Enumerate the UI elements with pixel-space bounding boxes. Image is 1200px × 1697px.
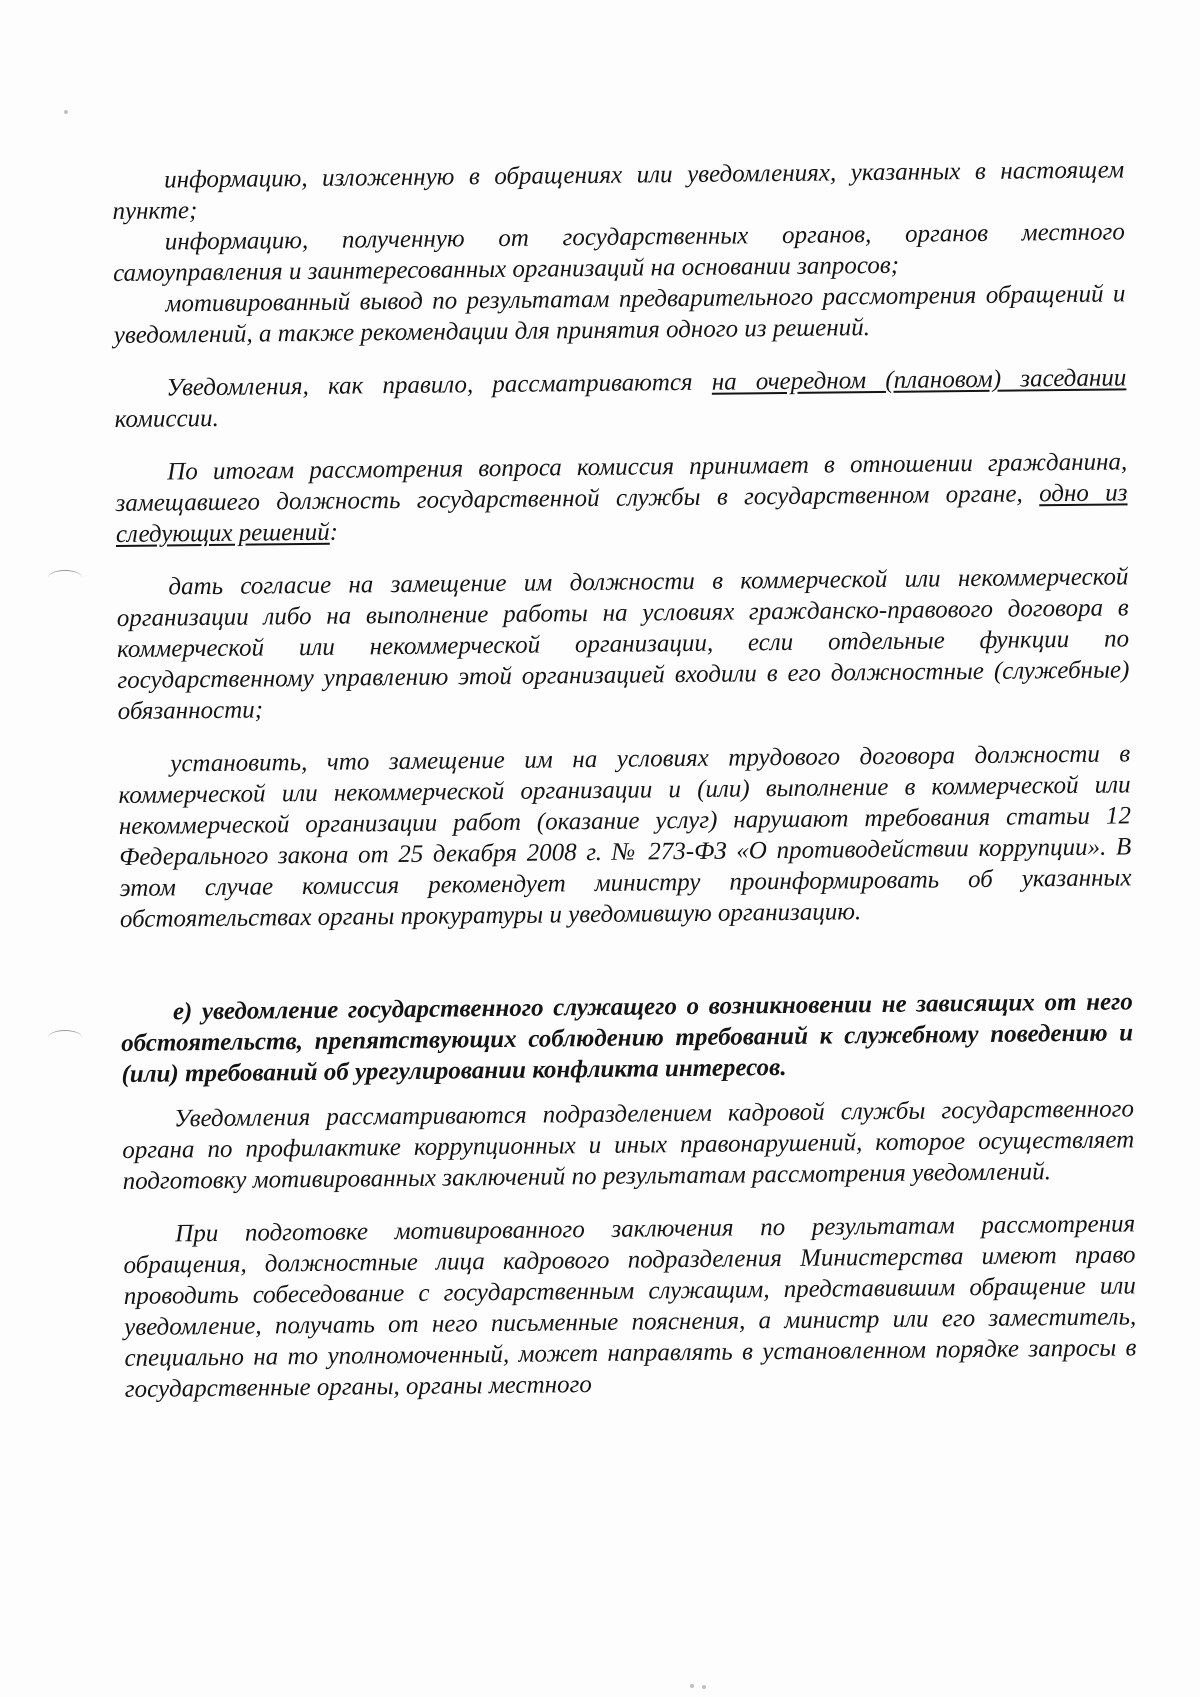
paragraph-decision-violation: установить, что замещение им на условиях трудового договора должности в коммерческой или некоммерческой организации и (или) выполнение в коммерческой или некоммерческой организации работ (оказание услуг) нарушают требования статьи 12 Федерального закона от 25 декабря 2008 г. № 273-ФЗ «О противодействии коррупции». В этом случае комиссия рекомендует министру проинформировать об указанных обстоятельствах органы прокуратуры и уведомившую организацию. bbox=[118, 740, 1132, 933]
paragraph-motivated-conclusion: мотивированный вывод по результатам предварительного рассмотрения обращений и уведомлений, а также рекомендации для принятия одного из решений. bbox=[113, 280, 1126, 349]
paragraph-conclusion-preparation: При подготовке мотивированного заключения по результатам рассмотрения обращения, должностные лица кадрового подразделения Министерства имеют право проводить собеседование с государственным служащим, представившим обращение или уведомление, получать от него письменные пояснения, а министр или его заместитель, специально на то уполномоченный, может направлять в установленном порядке запросы в государственные органы, органы местного bbox=[123, 1210, 1137, 1403]
paragraph-decision-consent: дать согласие на замещение им должности в коммерческой или некоммерческой организации либо на выполнение работы на условиях гражданско-правового договора в коммерческой или некоммерческой организации, если отдельные функции по государственному управлению этой организацией входили в его должностные (служебные) обязанности; bbox=[116, 563, 1130, 725]
scan-punch-mark bbox=[48, 570, 82, 585]
scan-punch-mark bbox=[48, 1030, 82, 1045]
paragraph-notifications-hr: Уведомления рассматриваются подразделением кадровой службы государственного органа по профилактике коррупционных и иных правонарушений, которое осуществляет подготовку мотивированных заключений по результатам рассмотрения уведомлений. bbox=[122, 1095, 1135, 1195]
paragraph-info-agencies: информацию, полученную от государственных органов, органов местного самоуправления и заинтересованных организаций на основании запросов; bbox=[112, 218, 1125, 287]
paragraph-text: По итогам рассмотрения вопроса комиссия принимает в отношении гражданина, замещавшего должность государственной службы в государственном органе, bbox=[115, 448, 1128, 517]
section-heading-e: е) уведомление государственного служащего о возникновении не зависящих от него обстоятельств, препятствующих соблюдению требований к служебному поведению и (или) требований об урегулировании конфликта интересов. bbox=[121, 988, 1134, 1088]
scan-speck bbox=[690, 1684, 694, 1688]
paragraph-info-appeals: информацию, изложенную в обращениях или уведомлениях, указанных в настоящем пункте; bbox=[112, 156, 1125, 225]
scan-speck bbox=[64, 110, 68, 114]
paragraph-text: Уведомления, как правило, рассматриваются bbox=[166, 368, 712, 402]
underlined-phrase: одно из следующих решений bbox=[115, 479, 1128, 548]
paragraph-text: комиссии. bbox=[114, 404, 219, 433]
scan-speck bbox=[702, 1685, 706, 1689]
underlined-phrase: на очередном (плановом) заседании bbox=[711, 364, 1127, 396]
document-body bbox=[112, 154, 1137, 1405]
paragraph-commission-decision bbox=[115, 446, 1128, 550]
paragraph-text: : bbox=[329, 518, 339, 546]
paragraph-notifications-meeting bbox=[114, 362, 1127, 435]
